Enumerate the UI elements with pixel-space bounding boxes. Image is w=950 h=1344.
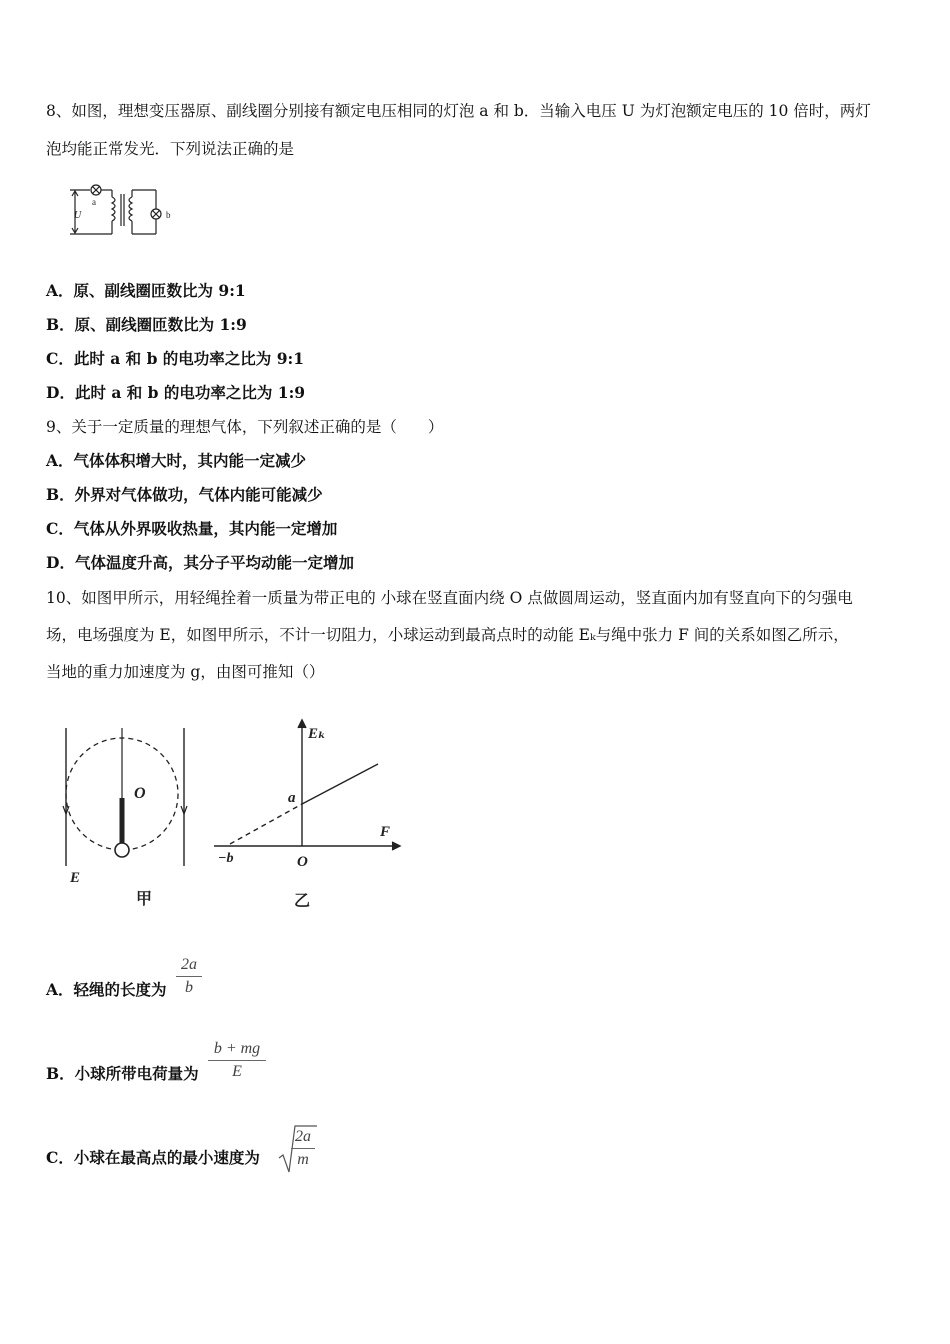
caption-jia: 甲 [136,891,153,908]
a-axis-label: a [288,790,296,806]
fraction-denominator: b [185,979,193,996]
q10-option-a: A．轻绳的长度为 [46,980,167,999]
fraction-2a-over-m [291,1128,315,1169]
e-label: E [70,870,81,886]
q9-option-b: B．外界对气体做功，气体内能可能减少 [46,485,323,504]
q10-option-c: C．小球在最高点的最小速度为 [46,1148,260,1167]
neg-b-label: −b [218,851,234,866]
q8-stem-line1: 8、如图，理想变压器原、副线圈分别接有额定电压相同的灯泡 a 和 b．当输入电压 U 为灯泡额定电压的 10 倍时，两灯 [46,102,871,120]
a-label: a [92,197,96,207]
q8-option-c: C．此时 a 和 b 的电功率之比为 9:1 [46,349,304,368]
fraction-bmg-over-e [208,1040,266,1081]
o-label-yi: O [297,854,308,870]
q8-stem-line2: 泡均能正常发光．下列说法正确的是 [46,140,295,158]
q9-option-a: A．气体体积增大时，其内能一定减少 [46,451,307,470]
q9-option-d: D．气体温度升高，其分子平均动能一定增加 [46,553,354,572]
o-label-jia: O [134,785,146,802]
fraction-2a-over-b [176,956,202,997]
transformer-figure [66,182,186,240]
figure-jia [56,706,196,916]
ek-label: Eₖ [308,726,326,742]
q8-option-a: A．原、副线圈匝数比为 9:1 [46,281,246,300]
fraction-denominator: E [232,1063,242,1080]
caption-yi: 乙 [294,893,311,910]
q10-stem-line3: 当地的重力加速度为 g，由图可推知（） [46,663,325,681]
fraction-numerator: 2a [181,956,197,973]
f-label: F [380,824,391,840]
figure-yi [210,714,410,914]
q10-stem-line2: 场，电场强度为 E，如图甲所示，不计一切阻力，小球运动到最高点时的动能 Eₖ与绳中张力 F 间的关系如图乙所示， [46,626,849,644]
q8-option-d: D．此时 a 和 b 的电功率之比为 1:9 [46,383,306,402]
q10-stem-line1: 10、如图甲所示，用轻绳拴着一质量为带正电的 小球在竖直面内绕 O 点做圆周运动，竖直面内加有竖直向下的匀强电 [46,589,853,607]
q10-option-b: B．小球所带电荷量为 [46,1064,199,1083]
b-label: b [166,210,171,220]
fraction-numerator: b + mg [213,1040,261,1057]
fraction-denominator: m [297,1151,309,1168]
u-label: U [74,210,82,221]
fraction-numerator: 2a [295,1128,311,1145]
q9-option-c: C．气体从外界吸收热量，其内能一定增加 [46,519,338,538]
q9-stem: 9、关于一定质量的理想气体，下列叙述正确的是（ ） [46,418,444,436]
q8-option-b: B．原、副线圈匝数比为 1:9 [46,315,247,334]
